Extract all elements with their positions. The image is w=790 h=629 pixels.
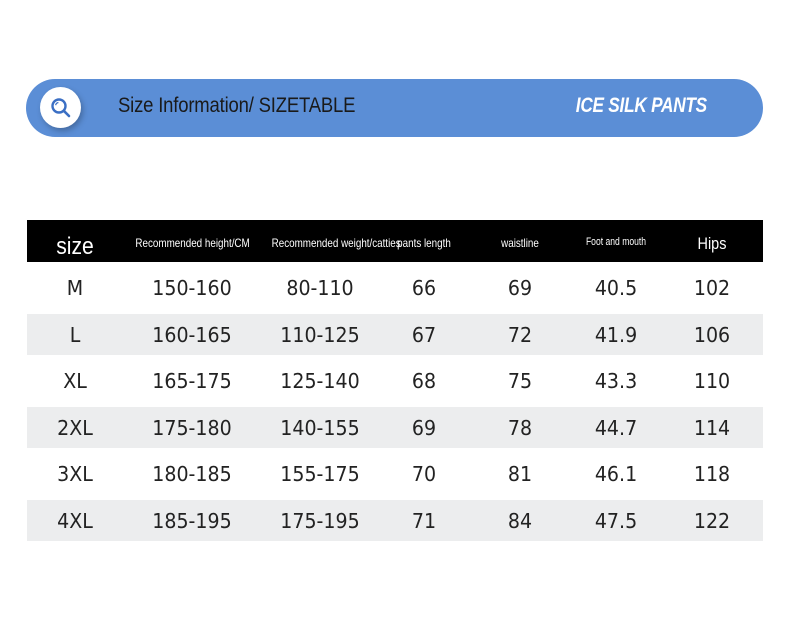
cell-size: 3XL (57, 462, 93, 486)
header-foot-mouth: Foot and mouth (585, 236, 647, 248)
cell-pants-length: 71 (411, 508, 437, 533)
cell-waistline: 72 (507, 322, 533, 347)
cell-waistline: 75 (507, 369, 533, 393)
search-icon[interactable] (40, 87, 81, 128)
cell-foot-mouth: 47.5 (594, 508, 638, 533)
cell-foot-mouth: 46.1 (594, 462, 638, 486)
header-pants-length: pants length (397, 236, 451, 250)
cell-pants-length: 68 (411, 369, 437, 393)
cell-foot-mouth: 41.9 (594, 322, 638, 347)
cell-weight: 175-195 (280, 508, 360, 533)
cell-waistline: 81 (507, 462, 533, 486)
header-hips: Hips (697, 233, 727, 253)
cell-height: 175-180 (152, 415, 232, 440)
size-table (27, 220, 763, 541)
cell-waistline: 84 (507, 508, 533, 533)
cell-foot-mouth: 44.7 (594, 415, 638, 440)
size-info-banner (26, 79, 763, 137)
cell-hips: 118 (693, 462, 731, 486)
cell-size: 2XL (57, 415, 93, 440)
cell-weight: 155-175 (280, 462, 360, 486)
cell-size: 4XL (57, 508, 93, 533)
cell-weight: 140-155 (280, 415, 360, 440)
cell-hips: 102 (693, 276, 731, 300)
cell-pants-length: 66 (411, 276, 437, 300)
cell-waistline: 78 (507, 415, 533, 440)
cell-pants-length: 70 (411, 462, 437, 486)
cell-weight: 125-140 (280, 369, 360, 393)
cell-size: L (69, 322, 81, 347)
header-size: size (56, 233, 94, 260)
table-row (27, 407, 763, 448)
cell-foot-mouth: 40.5 (594, 276, 638, 300)
table-header (27, 220, 763, 262)
cell-foot-mouth: 43.3 (594, 369, 638, 393)
cell-hips: 110 (693, 369, 731, 393)
cell-height: 165-175 (152, 369, 232, 393)
cell-hips: 106 (693, 322, 731, 347)
cell-pants-length: 69 (411, 415, 437, 440)
table-row (27, 448, 763, 500)
cell-size: XL (63, 369, 87, 393)
cell-height: 180-185 (152, 462, 232, 486)
cell-size: M (66, 276, 84, 300)
cell-hips: 114 (693, 415, 731, 440)
table-row (27, 355, 763, 407)
product-name: ICE SILK PANTS (575, 94, 707, 117)
cell-weight: 110-125 (280, 322, 360, 347)
cell-hips: 122 (693, 508, 731, 533)
header-weight: Recommended weight/catties (271, 236, 401, 250)
table-row (27, 314, 763, 355)
cell-height: 160-165 (152, 322, 232, 347)
banner-title: Size Information/ SIZETABLE (118, 94, 356, 117)
table-row (27, 500, 763, 541)
cell-height: 185-195 (152, 508, 232, 533)
header-waistline: waistline (501, 236, 539, 250)
table-row (27, 262, 763, 314)
magnifier-glyph (50, 97, 72, 119)
header-height: Recommended height/CM (135, 236, 250, 250)
cell-weight: 80-110 (286, 276, 354, 300)
cell-pants-length: 67 (411, 322, 437, 347)
cell-waistline: 69 (507, 276, 533, 300)
cell-height: 150-160 (152, 276, 232, 300)
